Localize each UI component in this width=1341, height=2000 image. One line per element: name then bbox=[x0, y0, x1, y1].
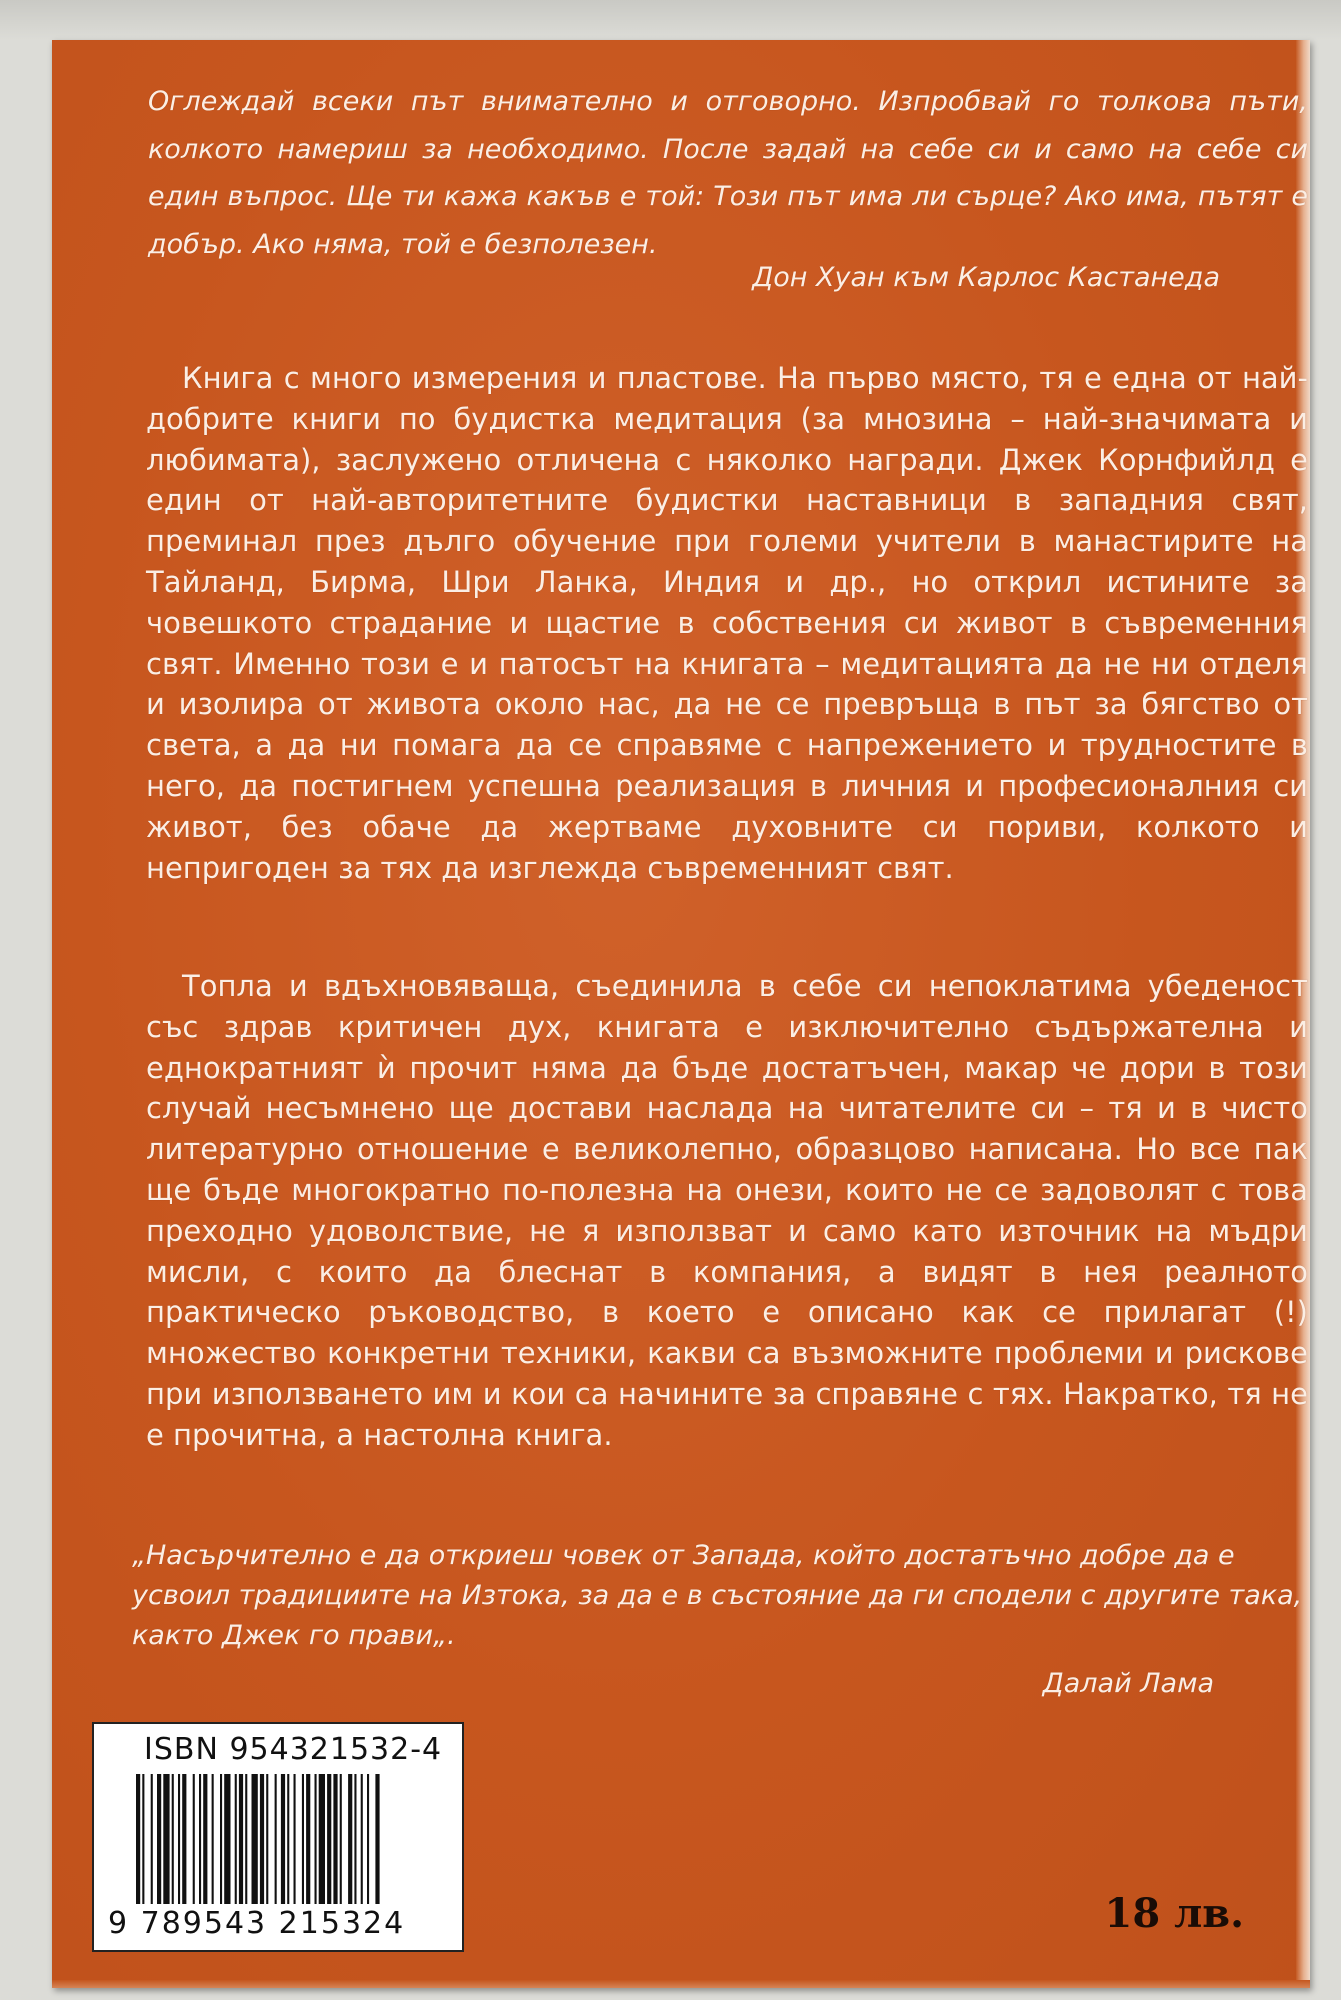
endorsement-attribution: Далай Лама bbox=[1042, 1668, 1214, 1699]
barcode-bar bbox=[182, 1774, 186, 1904]
barcode-bar bbox=[157, 1774, 161, 1904]
isbn-number: ISBN 954321532-4 bbox=[144, 1732, 443, 1767]
barcode-bar bbox=[172, 1774, 174, 1904]
barcode-label bbox=[92, 1722, 464, 1952]
barcode-bar bbox=[354, 1774, 356, 1904]
barcode-bar bbox=[252, 1774, 258, 1904]
barcode-bar bbox=[302, 1774, 304, 1904]
background-surface bbox=[0, 0, 1341, 40]
barcode-bar bbox=[235, 1774, 237, 1904]
barcode-bar bbox=[245, 1774, 247, 1904]
barcode-digits: 9 789543 215324 bbox=[108, 1906, 406, 1941]
epigraph-attribution: Дон Хуан към Карлос Кастанеда bbox=[752, 262, 1220, 293]
endorsement-quote: „Насърчително е да откриеш човек от Запада, който достатъчно добре да е усвоил традициите на Изтока, за да е в състояние да ги сподели с другите така, както Джек го прави„. bbox=[132, 1540, 1303, 1651]
barcode-bar bbox=[163, 1774, 169, 1904]
book-back-cover bbox=[52, 40, 1310, 1988]
barcode-bar bbox=[142, 1774, 144, 1904]
barcode-bar bbox=[178, 1774, 180, 1904]
epigraph-text: Оглеждай всеки път внимателно и отговорно. Изпробвай го толкова пъти, колкото намериш за необходимо. После задай на себе си и само на себе си един въпрос. Ще ти кажа какъв е той: Този път има ли сърце? Ако има, пътят е добър. Ако няма, той е безполезен. bbox=[148, 86, 1308, 260]
barcode-bar bbox=[361, 1774, 363, 1904]
barcode-bar bbox=[333, 1774, 337, 1904]
price-label: 18 лв. bbox=[1104, 1890, 1244, 1937]
barcode-bar bbox=[327, 1774, 331, 1904]
barcode-bar bbox=[203, 1774, 207, 1904]
barcode-bar bbox=[224, 1774, 230, 1904]
barcode-bar bbox=[367, 1774, 369, 1904]
bottom-edge bbox=[52, 1980, 1310, 1988]
barcode-bar bbox=[375, 1774, 379, 1904]
barcode-bar bbox=[319, 1774, 325, 1904]
barcode-bar bbox=[193, 1774, 195, 1904]
barcode-bar bbox=[266, 1774, 268, 1904]
barcode-bar bbox=[306, 1774, 310, 1904]
barcode-bar bbox=[287, 1774, 289, 1904]
barcode-bar bbox=[151, 1774, 153, 1904]
barcode-icon bbox=[136, 1774, 436, 1904]
barcode-bar bbox=[340, 1774, 342, 1904]
description-paragraph-2: Топла и вдъхновяваща, съединила в себе си непоклатима убеденост със здрав критичен дух, книгата е изключително съдържателна и еднократният ѝ прочит няма да бъде достатъчен, макар че дори в този случай несъмнено ще достави наслада на читателите си – тя и в чисто литературно отношение е великолепно, образцово написана. Но все пак ще бъде многократно по-полезна на онези, които не се задоволят с това преходно удоволствие, не я използват и само като източник на мъдри мисли, с които да блеснат в компания, а видят в нея реалното практическо ръководство, в което е описано как се прилагат (!) множество конкретни техники, какви са възможните проблеми и рискове при използването им и кои са начините за справяне с тях. Накратко, тя не е прочитна, а настолна книга. bbox=[146, 969, 1308, 1452]
barcode-bar bbox=[220, 1774, 222, 1904]
barcode-bar bbox=[199, 1774, 201, 1904]
barcode-bar bbox=[281, 1774, 285, 1904]
barcode-bar bbox=[294, 1774, 296, 1904]
barcode-bar bbox=[348, 1774, 352, 1904]
barcode-bar bbox=[275, 1774, 277, 1904]
barcode-bar bbox=[212, 1774, 214, 1904]
barcode-bar bbox=[315, 1774, 317, 1904]
barcode-bar bbox=[260, 1774, 264, 1904]
description-paragraph-1: Книга с много измерения и пластове. На първо място, тя е една от най-добрите книги по будистка медитация (за мнозина – най-значимата и любимата), заслужено отличена с няколко награди. Джек Корнфийлд е един от най-авторитетните будистки наставници в западния свят, преминал през дълго обучение при големи учители в манастирите на Тайланд, Бирма, Шри Ланка, Индия и др., но открил истините за човешкото страдание и щастие в собствения си живот в съвременния свят. Именно този е и патосът на книгата – медитацията да не ни отделя и изолира от живота около нас, да не се превръща в път за бягство от света, а да ни помага да се справяме с напрежението и трудностите в него, да постигнем успешна реализация в личния и професионалния си живот, без обаче да жертваме духовните си пориви, колкото и непригоден за тях да изглежда съвременният свят. bbox=[146, 361, 1308, 885]
barcode-bar bbox=[136, 1774, 140, 1904]
barcode-bar bbox=[239, 1774, 243, 1904]
